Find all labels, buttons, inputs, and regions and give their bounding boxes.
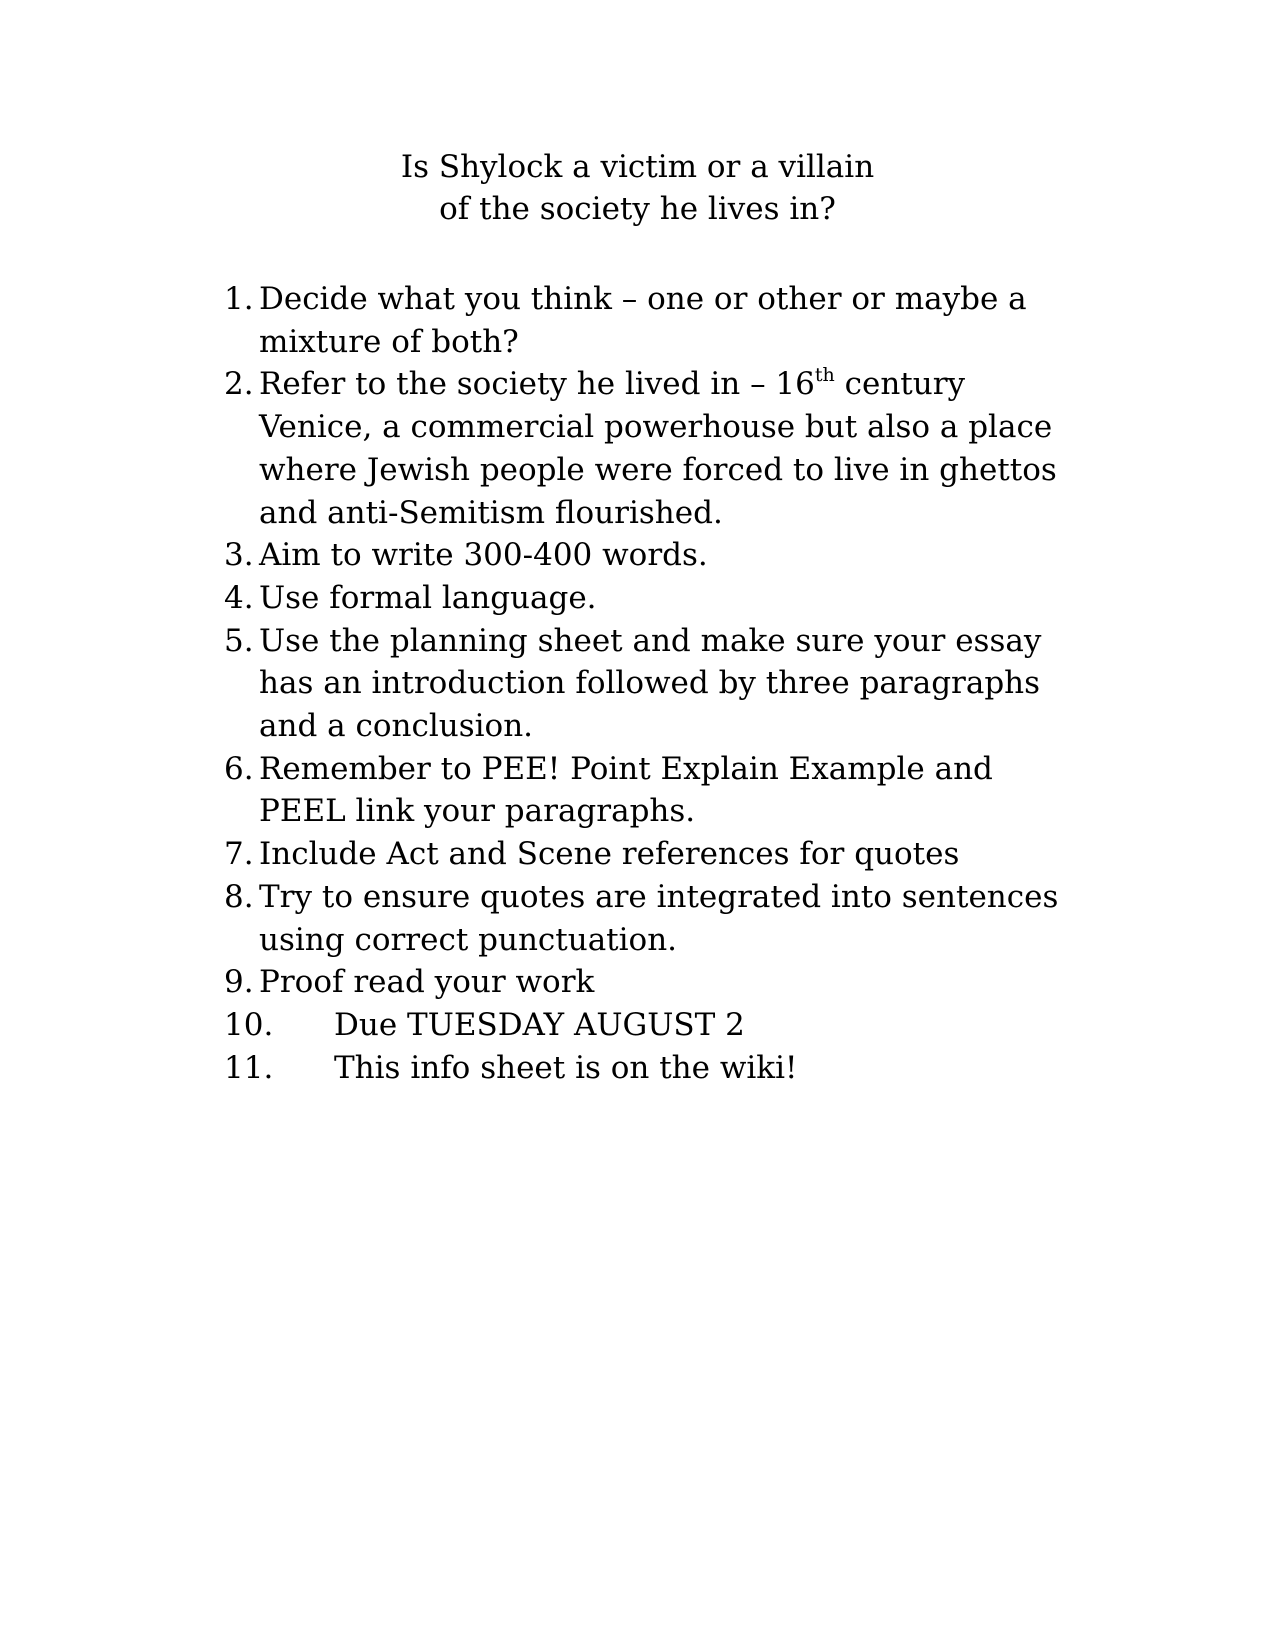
item-number: 10. xyxy=(224,1006,274,1043)
item-number: 2. xyxy=(224,366,254,403)
item-text-line: Proof read your work xyxy=(259,964,595,1001)
item-text-line: This info sheet is on the wiki! xyxy=(334,1049,798,1086)
list-item-6 xyxy=(224,748,1084,833)
item-number: 4. xyxy=(224,579,254,616)
item-number: 3. xyxy=(224,537,254,574)
title-line-2: of the society he lives in? xyxy=(439,191,836,227)
item-text-line: PEEL link your paragraphs. xyxy=(259,793,696,830)
item-text-line: Include Act and Scene references for quotes xyxy=(259,836,960,873)
item-number: 9. xyxy=(224,964,254,1001)
item-text-line: and a conclusion. xyxy=(259,708,534,745)
list-item-1 xyxy=(224,278,1084,363)
list-item-4 xyxy=(224,577,1084,620)
item-number: 6. xyxy=(224,750,254,787)
list-item-9 xyxy=(224,961,1084,1004)
item-text-segment: Refer to the society he lived in – 16 xyxy=(259,366,815,403)
item-text-line: Venice, a commercial powerhouse but also a place xyxy=(259,409,1053,446)
item-text-line: Decide what you think – one or other or maybe a xyxy=(259,281,1027,317)
item-number: 8. xyxy=(224,878,254,915)
item-text-line: Use formal language. xyxy=(259,579,597,616)
ordinal-superscript: th xyxy=(814,364,835,387)
item-text-line: Try to ensure quotes are integrated into sentences xyxy=(259,878,1059,915)
item-number: 5. xyxy=(224,622,254,659)
list-item-8 xyxy=(224,876,1084,961)
item-text-line: Due TUESDAY AUGUST 2 xyxy=(334,1006,745,1043)
item-text-line: Remember to PEE! Point Explain Example and xyxy=(259,750,993,787)
item-text-line: Use the planning sheet and make sure your essay xyxy=(259,622,1042,659)
item-text-segment: century xyxy=(834,366,966,403)
title-line-1: Is Shylock a victim or a villain xyxy=(400,149,875,185)
list-item-10 xyxy=(224,1004,1084,1047)
item-number: 7. xyxy=(224,836,254,873)
list-item-3 xyxy=(224,534,1084,577)
instructions-list xyxy=(224,278,1084,1089)
item-text-line: Aim to write 300-400 words. xyxy=(259,537,708,574)
item-text-line: and anti-Semitism flourished. xyxy=(259,494,723,531)
item-number: 1. xyxy=(224,281,254,317)
list-item-7 xyxy=(224,833,1084,876)
page-title xyxy=(0,146,1275,230)
list-item-2 xyxy=(224,363,1084,534)
item-text-line: mixture of both? xyxy=(259,323,519,360)
item-text-line: where Jewish people were forced to live in ghettos xyxy=(259,451,1057,488)
list-item-5 xyxy=(224,620,1084,748)
item-text-line xyxy=(259,363,1084,406)
list-item-11 xyxy=(224,1047,1084,1090)
item-text-line: using correct punctuation. xyxy=(259,921,678,958)
item-text-line: has an introduction followed by three paragraphs xyxy=(259,665,1041,702)
item-number: 11. xyxy=(224,1049,274,1086)
